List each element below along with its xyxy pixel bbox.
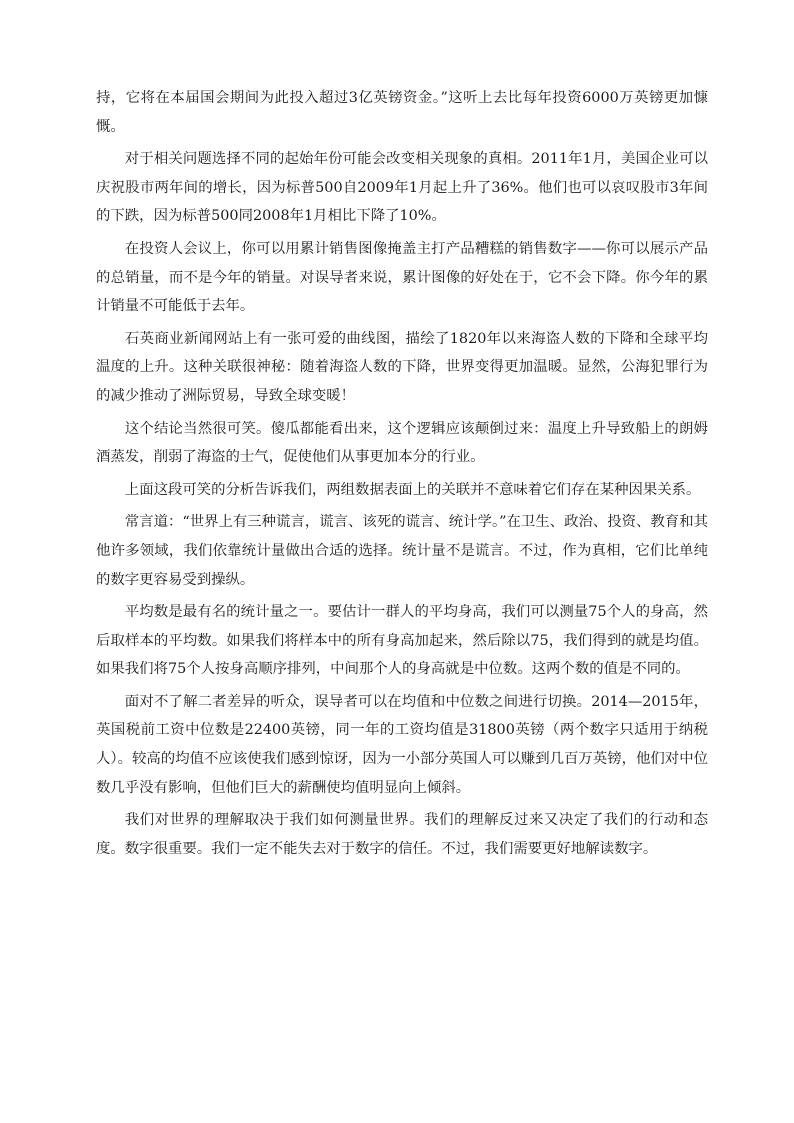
paragraph-9: 面对不了解二者差异的听众，误导者可以在均值和中位数之间进行切换。2014—2015年，英国税前工资中位数是22400英镑，同一年的工资均值是31800英镑（两个数字只适用于纳税人）。较高的均值不应该使我们感到惊讶，因为一小部分英国人可以赚到几百万英镑，他们对中位数几乎没有影响，但他们巨大的薪酬使均值明显向上倾斜。 xyxy=(96,693,708,796)
document-body xyxy=(96,84,708,867)
paragraph-3: 在投资人会议上，你可以用累计销售图像掩盖主打产品糟糕的销售数字——你可以展示产品的总销量，而不是今年的销量。对误导者来说，累计图像的好处在于，它不会下降。你今年的累计销量不可能低于去年。 xyxy=(96,240,708,315)
paragraph-4: 石英商业新闻网站上有一张可爱的曲线图，描绘了1820年以来海盗人数的下降和全球平均温度的上升。这种关联很神秘：随着海盗人数的下降，世界变得更加温暖。显然，公海犯罪行为的减少推动了洲际贸易，导致全球变暖！ xyxy=(96,330,708,404)
paragraph-1: 持，它将在本届国会期间为此投入超过3亿英镑资金。”这听上去比每年投资6000万英镑更加慷慨。 xyxy=(96,90,708,135)
paragraph-10: 我们对世界的理解取决于我们如何测量世界。我们的理解反过来又决定了我们的行动和态度。数字很重要。我们一定不能失去对于数字的信任。不过，我们需要更好地解读数字。 xyxy=(96,812,708,857)
paragraph-6: 上面这段可笑的分析告诉我们，两组数据表面上的关联并不意味着它们存在某种因果关系。 xyxy=(124,481,701,498)
paragraph-7: 常言道：“世界上有三种谎言，谎言、该死的谎言、统计学。”在卫生、政治、投资、教育和其他许多领域，我们依靠统计量做出合适的选择。统计量不是谎言。不过，作为真相，它们比单纯的数字更容易受到操纵。 xyxy=(96,514,708,588)
paragraph-2: 对于相关问题选择不同的起始年份可能会改变相关现象的真相。2011年1月，美国企业可以庆祝股市两年间的增长，因为标普500自2009年1月起上升了36%。他们也可以哀叹股市3年间的下跌，因为标普500同2008年1月相比下降了10%。 xyxy=(96,151,708,225)
paragraph-5: 这个结论当然很可笑。傻瓜都能看出来，这个逻辑应该颠倒过来：温度上升导致船上的朗姆酒蒸发，削弱了海盗的士气，促使他们从事更加本分的行业。 xyxy=(96,420,708,466)
paragraph-8: 平均数是最有名的统计量之一。要估计一群人的平均身高，我们可以测量75个人的身高，然后取样本的平均数。如果我们将样本中的所有身高加起来，然后除以75，我们得到的就是均值。如果我们将75个人按身高顺序排列，中间那个人的身高就是中位数。这两个数的值是不同的。 xyxy=(96,604,708,678)
